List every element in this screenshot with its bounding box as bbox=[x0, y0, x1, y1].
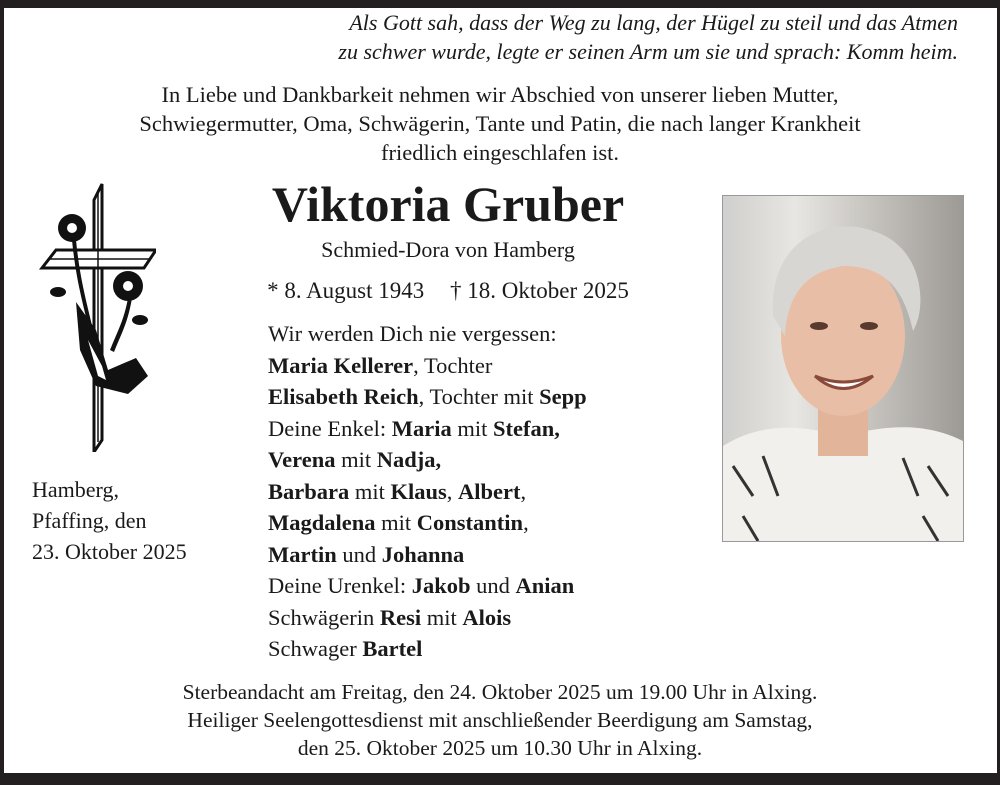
family-text: mit bbox=[375, 510, 417, 535]
intro-line: Schwiegermutter, Oma, Schwägerin, Tante und Patin, die nach langer Krankheit bbox=[139, 111, 861, 136]
family-member-name: Jakob bbox=[411, 573, 471, 598]
family-line bbox=[268, 444, 587, 476]
family-member-name: Resi bbox=[379, 604, 422, 630]
place-line: Pfaffing, den bbox=[32, 508, 147, 533]
family-line bbox=[268, 350, 587, 382]
family-member-name: Alois bbox=[462, 604, 512, 630]
family-member-name: Maria bbox=[391, 415, 452, 441]
place-and-date bbox=[32, 474, 187, 567]
family-text: Schwägerin bbox=[268, 604, 380, 630]
family-text: Wir werden Dich nie vergessen: bbox=[268, 321, 557, 346]
service-line: den 25. Oktober 2025 um 10.30 Uhr in Alxing. bbox=[297, 736, 703, 760]
service-line: Sterbeandacht am Freitag, den 24. Oktober 2025 um 19.00 Uhr in Alxing. bbox=[182, 680, 818, 704]
portrait-photo bbox=[722, 195, 964, 542]
family-member-name: Bartel bbox=[362, 636, 423, 661]
family-text: , bbox=[523, 510, 529, 535]
life-dates bbox=[228, 278, 668, 304]
family-text: Deine Urenkel: bbox=[268, 573, 412, 598]
family-member-name: Magdalena bbox=[268, 510, 376, 535]
family-text: mit bbox=[335, 447, 377, 472]
family-text: , bbox=[520, 478, 527, 504]
family-text: mit bbox=[451, 415, 493, 441]
family-line bbox=[268, 318, 587, 350]
quote-line: zu schwer wurde, legte er seinen Arm um sie und sprach: Komm heim. bbox=[338, 39, 958, 64]
family-member-name: Johanna bbox=[381, 541, 465, 567]
family-text: , Tochter mit bbox=[418, 384, 540, 409]
family-line bbox=[268, 602, 587, 634]
family-member-name: Stefan, bbox=[492, 415, 560, 441]
family-line bbox=[268, 507, 587, 539]
birth-date: * 8. August 1943 bbox=[267, 278, 425, 303]
cross-with-roses-icon bbox=[36, 180, 156, 452]
intro-line: In Liebe und Dankbarkeit nehmen wir Abschied von unserer lieben Mutter, bbox=[161, 82, 839, 107]
family-line bbox=[268, 539, 587, 571]
service-info bbox=[0, 678, 1000, 762]
family-text: , Tochter bbox=[413, 352, 493, 378]
place-line: 23. Oktober 2025 bbox=[32, 539, 187, 564]
family-member-name: Anian bbox=[515, 573, 575, 598]
deceased-name: Viktoria Gruber bbox=[271, 176, 625, 232]
family-line bbox=[268, 476, 587, 508]
family-list bbox=[268, 318, 587, 665]
intro-line: friedlich eingeschlafen ist. bbox=[380, 140, 620, 165]
family-member-name: Nadja, bbox=[376, 447, 442, 472]
family-line bbox=[268, 381, 587, 413]
family-member-name: Maria Kellerer bbox=[268, 352, 414, 378]
family-member-name: Barbara bbox=[268, 478, 350, 504]
family-member-name: Albert bbox=[458, 478, 521, 504]
quote-line: Als Gott sah, dass der Weg zu lang, der Hügel zu steil und das Atmen bbox=[349, 10, 958, 35]
family-member-name: Constantin bbox=[416, 510, 524, 535]
family-member-name: Sepp bbox=[539, 384, 587, 409]
family-text: und bbox=[336, 541, 382, 567]
family-line bbox=[268, 570, 587, 602]
family-text: Deine Enkel: bbox=[268, 415, 392, 441]
family-member-name: Martin bbox=[268, 541, 337, 567]
death-date: † 18. Oktober 2025 bbox=[450, 278, 629, 303]
nickname: Schmied-Dora von Hamberg bbox=[321, 237, 575, 262]
family-member-name: Verena bbox=[268, 447, 336, 472]
family-line bbox=[268, 413, 587, 445]
family-line bbox=[268, 633, 587, 665]
family-member-name: Klaus bbox=[390, 478, 447, 504]
family-text: Schwager bbox=[268, 636, 363, 661]
quote bbox=[198, 8, 958, 66]
intro-text bbox=[0, 80, 1000, 167]
family-text: und bbox=[470, 573, 516, 598]
family-text: , bbox=[446, 478, 459, 504]
family-text: mit bbox=[421, 604, 463, 630]
place-line: Hamberg, bbox=[32, 477, 119, 502]
service-line: Heiliger Seelengottesdienst mit anschließender Beerdigung am Samstag, bbox=[187, 708, 813, 732]
family-member-name: Elisabeth Reich bbox=[268, 384, 419, 409]
family-text: mit bbox=[349, 478, 391, 504]
